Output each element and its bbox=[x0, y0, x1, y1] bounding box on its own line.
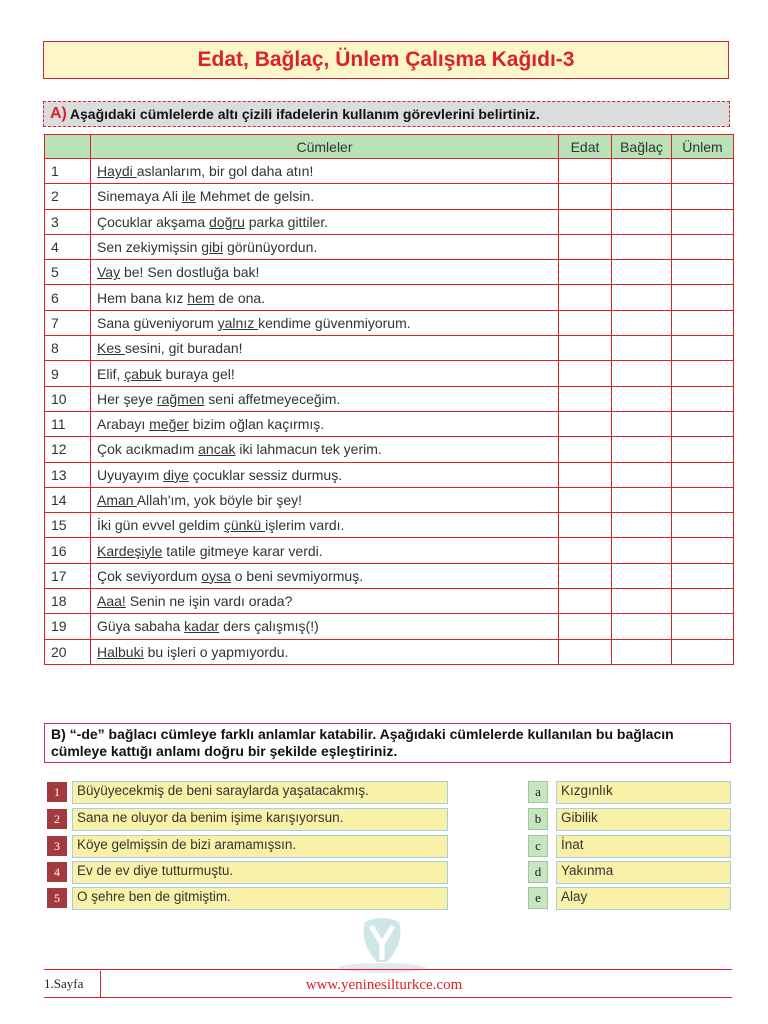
sentence-pre: Çok acıkmadım bbox=[97, 441, 199, 458]
sentence-underlined: ancak bbox=[198, 441, 236, 458]
row-number: 15 bbox=[45, 513, 91, 538]
match-sentence: Köye gelmişsin de bizi aramamışsın. bbox=[72, 835, 448, 858]
match-letter: d bbox=[528, 861, 548, 883]
sentence-post: bu işleri o yapmıyordu. bbox=[143, 643, 289, 660]
cell-unlem[interactable] bbox=[672, 310, 734, 335]
sentence-underlined: yalnız bbox=[217, 314, 259, 331]
row-number: 3 bbox=[45, 209, 91, 234]
match-meaning: Yakınma bbox=[556, 861, 731, 884]
cell-unlem[interactable] bbox=[672, 234, 734, 259]
row-sentence bbox=[91, 336, 559, 361]
row-sentence bbox=[91, 285, 559, 310]
row-sentence bbox=[91, 614, 559, 639]
row-sentence bbox=[91, 462, 559, 487]
sentence-post: bizim oğlan kaçırmış. bbox=[188, 416, 325, 433]
sentence-post: Allah'ım, yok böyle bir şey! bbox=[136, 492, 302, 508]
header-edat: Edat bbox=[559, 135, 612, 159]
table-row bbox=[45, 209, 734, 234]
sentence-post: işlerim vardı. bbox=[265, 517, 345, 534]
section-b-instruction: B) “-de” bağlacı cümleye farklı anlamlar katabilir. Aşağıdaki cümlelerde kullanılan bu bağlacın cümleye kattığı anlamı doğru bir şekilde eşleştiriniz. bbox=[44, 723, 731, 763]
sentence-pre: Uyuyayım bbox=[97, 466, 164, 483]
section-a-instruction: Aşağıdaki cümlelerde altı çizili ifadelerin kullanım görevlerini belirtiniz. bbox=[69, 106, 540, 122]
sentence-post: Mehmet de gelsin. bbox=[195, 188, 315, 205]
table-row bbox=[45, 589, 734, 614]
cell-edat[interactable] bbox=[559, 437, 612, 462]
cell-edat[interactable] bbox=[559, 614, 612, 639]
sentence-underlined: rağmen bbox=[156, 390, 205, 407]
table-row bbox=[45, 487, 734, 512]
cell-edat[interactable] bbox=[559, 310, 612, 335]
match-sentence: O şehre ben de gitmiştim. bbox=[72, 887, 448, 910]
row-number: 16 bbox=[45, 538, 91, 563]
table-row bbox=[45, 285, 734, 310]
row-sentence bbox=[91, 386, 559, 411]
match-letter: e bbox=[528, 887, 548, 909]
cell-unlem[interactable] bbox=[672, 538, 734, 563]
match-number: 1 bbox=[47, 782, 67, 802]
row-number: 10 bbox=[45, 386, 91, 411]
sentence-post: çocuklar sessiz durmuş. bbox=[188, 466, 343, 483]
sentence-underlined: diye bbox=[163, 466, 189, 483]
sentence-post: kendime güvenmiyorum. bbox=[258, 314, 411, 331]
table-row bbox=[45, 336, 734, 361]
cell-baglac[interactable] bbox=[612, 589, 672, 614]
row-sentence bbox=[91, 209, 559, 234]
row-sentence bbox=[91, 234, 559, 259]
watermark-logo-icon bbox=[335, 912, 430, 974]
cell-unlem[interactable] bbox=[672, 487, 734, 512]
cell-unlem[interactable] bbox=[672, 361, 734, 386]
sentence-underlined: doğru bbox=[209, 213, 245, 230]
sentence-underlined: Aaa! bbox=[97, 593, 126, 610]
table-row bbox=[45, 462, 734, 487]
cell-unlem[interactable] bbox=[672, 563, 734, 588]
row-sentence bbox=[91, 437, 559, 462]
cell-edat[interactable] bbox=[559, 361, 612, 386]
cell-edat[interactable] bbox=[559, 487, 612, 512]
cell-edat[interactable] bbox=[559, 411, 612, 436]
cell-edat[interactable] bbox=[559, 336, 612, 361]
cell-edat[interactable] bbox=[559, 639, 612, 664]
cell-edat[interactable] bbox=[559, 285, 612, 310]
cell-unlem[interactable] bbox=[672, 589, 734, 614]
table-row bbox=[45, 614, 734, 639]
sentence-post: o beni sevmiyormuş. bbox=[230, 567, 364, 584]
cell-edat[interactable] bbox=[559, 184, 612, 209]
row-sentence bbox=[91, 589, 559, 614]
cell-baglac[interactable] bbox=[612, 310, 672, 335]
sentence-underlined: kadar bbox=[184, 618, 220, 635]
section-a-letter: A) bbox=[50, 105, 67, 122]
sentence-pre: Çok seviyordum bbox=[97, 567, 202, 584]
table-row bbox=[45, 386, 734, 411]
cell-unlem[interactable] bbox=[672, 386, 734, 411]
row-sentence bbox=[91, 361, 559, 386]
cell-edat[interactable] bbox=[559, 462, 612, 487]
row-sentence bbox=[91, 639, 559, 664]
row-sentence bbox=[91, 310, 559, 335]
row-sentence bbox=[91, 184, 559, 209]
sentence-underlined: çabuk bbox=[124, 365, 162, 382]
sentence-underlined: ile bbox=[181, 188, 196, 205]
sentence-post: iki lahmacun tek yerim. bbox=[235, 441, 382, 458]
page-number: 1.Sayfa bbox=[44, 971, 101, 997]
cell-unlem[interactable] bbox=[672, 411, 734, 436]
page-title: Edat, Bağlaç, Ünlem Çalışma Kağıdı-3 bbox=[197, 48, 575, 71]
sentence-pre: Arabayı bbox=[97, 416, 150, 433]
match-meaning: İnat bbox=[556, 835, 731, 858]
sentence-underlined: çünkü bbox=[223, 517, 266, 534]
table-row bbox=[45, 437, 734, 462]
cell-baglac[interactable] bbox=[612, 209, 672, 234]
sentence-pre: İki gün evvel geldim bbox=[97, 517, 224, 534]
cell-unlem[interactable] bbox=[672, 614, 734, 639]
sentence-pre: Sana güveniyorum bbox=[97, 314, 218, 331]
match-meaning: Gibilik bbox=[556, 808, 731, 831]
table-row bbox=[45, 184, 734, 209]
row-number: 18 bbox=[45, 589, 91, 614]
cell-edat[interactable] bbox=[559, 386, 612, 411]
sentence-underlined: Vay bbox=[97, 264, 121, 281]
cell-unlem[interactable] bbox=[672, 437, 734, 462]
cell-baglac[interactable] bbox=[612, 563, 672, 588]
match-letter: c bbox=[528, 835, 548, 857]
cell-baglac[interactable] bbox=[612, 513, 672, 538]
cell-baglac[interactable] bbox=[612, 487, 672, 512]
row-number: 19 bbox=[45, 614, 91, 639]
cell-baglac[interactable] bbox=[612, 336, 672, 361]
sentence-pre: Hem bana kız bbox=[97, 289, 188, 306]
sentence-post: seni affetmeyeceğim. bbox=[204, 390, 341, 407]
cell-edat[interactable] bbox=[559, 589, 612, 614]
cell-unlem[interactable] bbox=[672, 159, 734, 184]
sentence-post: buraya gel! bbox=[161, 365, 235, 382]
sentence-table bbox=[44, 134, 734, 665]
cell-edat[interactable] bbox=[559, 563, 612, 588]
sentence-underlined: oysa bbox=[201, 567, 231, 584]
sentence-post: be! Sen dostluğa bak! bbox=[120, 264, 260, 281]
sentence-underlined: Aman bbox=[97, 492, 137, 508]
match-sentence: Sana ne oluyor da benim işime karışıyorsun. bbox=[72, 808, 448, 831]
table-row bbox=[45, 538, 734, 563]
row-number: 12 bbox=[45, 437, 91, 462]
sentence-pre: Her şeye bbox=[97, 390, 157, 407]
row-number: 6 bbox=[45, 285, 91, 310]
section-a-header bbox=[43, 101, 730, 127]
table-header-row bbox=[45, 135, 734, 159]
sentence-underlined: gibi bbox=[201, 239, 224, 256]
sentence-underlined: Halbuki bbox=[97, 643, 144, 660]
match-letter: a bbox=[528, 781, 548, 803]
cell-edat[interactable] bbox=[559, 159, 612, 184]
sentence-underlined: Kes bbox=[97, 340, 126, 357]
sentence-post: Senin ne işin vardı orada? bbox=[125, 593, 293, 610]
cell-edat[interactable] bbox=[559, 538, 612, 563]
table-row bbox=[45, 411, 734, 436]
cell-baglac[interactable] bbox=[612, 285, 672, 310]
row-number: 5 bbox=[45, 260, 91, 285]
cell-unlem[interactable] bbox=[672, 260, 734, 285]
row-number: 13 bbox=[45, 462, 91, 487]
title-box bbox=[43, 41, 729, 79]
cell-edat[interactable] bbox=[559, 209, 612, 234]
match-letter: b bbox=[528, 808, 548, 830]
sentence-pre: Elif, bbox=[97, 365, 125, 382]
cell-unlem[interactable] bbox=[672, 184, 734, 209]
row-number: 8 bbox=[45, 336, 91, 361]
cell-unlem[interactable] bbox=[672, 639, 734, 664]
sentence-underlined: meğer bbox=[149, 416, 189, 433]
table-row bbox=[45, 159, 734, 184]
sentence-pre: Sen zekiymişsin bbox=[97, 239, 202, 256]
cell-baglac[interactable] bbox=[612, 361, 672, 386]
match-sentence: Büyüyecekmiş de beni saraylarda yaşatacakmış. bbox=[72, 781, 448, 804]
cell-unlem[interactable] bbox=[672, 285, 734, 310]
footer-divider-bottom bbox=[44, 997, 732, 998]
row-sentence bbox=[91, 513, 559, 538]
sentence-underlined: hem bbox=[187, 289, 215, 306]
row-sentence bbox=[91, 487, 559, 512]
sentence-underlined: Kardeşiyle bbox=[97, 542, 163, 559]
sentence-pre: Çocuklar akşama bbox=[97, 213, 210, 230]
sentence-underlined: Haydi bbox=[97, 163, 137, 180]
table-row bbox=[45, 260, 734, 285]
cell-unlem[interactable] bbox=[672, 209, 734, 234]
header-baglac: Bağlaç bbox=[612, 135, 672, 159]
row-sentence bbox=[91, 411, 559, 436]
sentence-post: ders çalışmış(!) bbox=[219, 618, 319, 635]
cell-baglac[interactable] bbox=[612, 260, 672, 285]
cell-baglac[interactable] bbox=[612, 159, 672, 184]
cell-baglac[interactable] bbox=[612, 462, 672, 487]
match-meaning: Kızgınlık bbox=[556, 781, 731, 804]
sentence-post: de ona. bbox=[214, 289, 266, 306]
header-sentences: Cümleler bbox=[91, 135, 559, 159]
match-number: 5 bbox=[47, 888, 67, 908]
cell-baglac[interactable] bbox=[612, 614, 672, 639]
cell-baglac[interactable] bbox=[612, 234, 672, 259]
row-number: 1 bbox=[45, 159, 91, 184]
row-number: 14 bbox=[45, 487, 91, 512]
sentence-post: sesini, git buradan! bbox=[125, 340, 243, 357]
cell-baglac[interactable] bbox=[612, 437, 672, 462]
cell-edat[interactable] bbox=[559, 234, 612, 259]
cell-edat[interactable] bbox=[559, 513, 612, 538]
cell-unlem[interactable] bbox=[672, 462, 734, 487]
table-row bbox=[45, 563, 734, 588]
cell-baglac[interactable] bbox=[612, 184, 672, 209]
table-row bbox=[45, 639, 734, 664]
site-url[interactable]: www.yeninesilturkce.com bbox=[305, 977, 463, 993]
sentence-post: tatile gitmeye karar verdi. bbox=[162, 542, 323, 559]
row-number: 7 bbox=[45, 310, 91, 335]
sentence-post: parka gittiler. bbox=[244, 213, 329, 230]
cell-baglac[interactable] bbox=[612, 639, 672, 664]
cell-baglac[interactable] bbox=[612, 411, 672, 436]
cell-baglac[interactable] bbox=[612, 538, 672, 563]
sentence-pre: Sinemaya Ali bbox=[97, 188, 182, 205]
sentence-pre: Güya sabaha bbox=[97, 618, 185, 635]
header-unlem: Ünlem bbox=[672, 135, 734, 159]
row-number: 20 bbox=[45, 639, 91, 664]
cell-baglac[interactable] bbox=[612, 386, 672, 411]
match-number: 2 bbox=[47, 809, 67, 829]
cell-unlem[interactable] bbox=[672, 513, 734, 538]
row-number: 4 bbox=[45, 234, 91, 259]
match-number: 4 bbox=[47, 862, 67, 882]
row-sentence bbox=[91, 260, 559, 285]
table-row bbox=[45, 234, 734, 259]
table-row bbox=[45, 361, 734, 386]
match-number: 3 bbox=[47, 836, 67, 856]
row-sentence bbox=[91, 563, 559, 588]
row-number: 2 bbox=[45, 184, 91, 209]
cell-unlem[interactable] bbox=[672, 336, 734, 361]
match-sentence: Ev de ev diye tutturmuştu. bbox=[72, 861, 448, 884]
table-row bbox=[45, 513, 734, 538]
header-number bbox=[45, 135, 91, 159]
sentence-post: görünüyordun. bbox=[223, 239, 318, 256]
cell-edat[interactable] bbox=[559, 260, 612, 285]
row-number: 17 bbox=[45, 563, 91, 588]
table-row bbox=[45, 310, 734, 335]
match-meaning: Alay bbox=[556, 887, 731, 910]
row-number: 9 bbox=[45, 361, 91, 386]
sentence-post: aslanlarım, bir gol daha atın! bbox=[136, 163, 314, 180]
row-number: 11 bbox=[45, 411, 91, 436]
row-sentence bbox=[91, 538, 559, 563]
footer-divider-top bbox=[44, 969, 732, 970]
row-sentence bbox=[91, 159, 559, 184]
